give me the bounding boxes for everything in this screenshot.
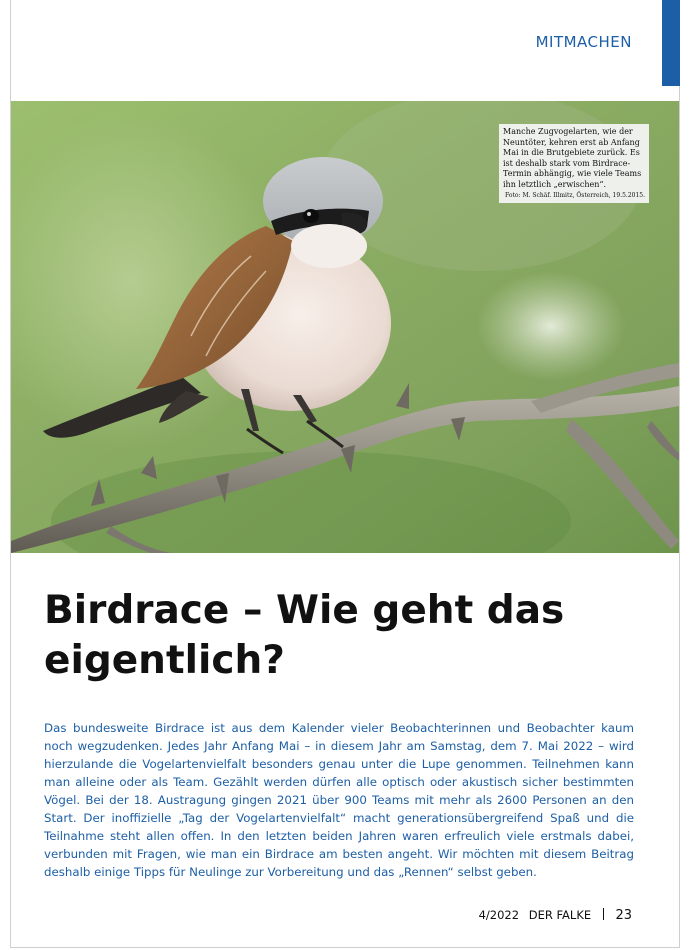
photo-credit: Foto: M. Schäf. Illmitz, Österreich, 19.5.2015. — [505, 192, 645, 199]
photo-caption-text: Manche Zugvogelarten, wie der Neuntöter, kehren erst ab Anfang Mai in die Brutgebiete zurück. Es ist deshalb stark vom Birdrace-Termin abhängig, wie viele Teams ihn letztlich „erwischen“. — [503, 127, 642, 189]
footer-separator — [603, 908, 604, 920]
issue-number: 4/2022 — [478, 908, 520, 922]
section-label: MITMACHEN — [535, 33, 632, 51]
section-color-tab — [662, 0, 680, 86]
photo-caption — [499, 124, 649, 203]
magazine-name: DER FALKE — [528, 908, 592, 922]
article-title: Birdrace – Wie geht das eigentlich? — [44, 588, 565, 683]
page-footer — [479, 908, 632, 923]
page-number: 23 — [615, 908, 632, 923]
article-lead: Das bundesweite Birdrace ist aus dem Kalender vieler Beobachterinnen und Beobachter kaum noch wegzudenken. Jedes Jahr Anfang Mai – in diesem Jahr am Samstag, dem 7. Mai 2022 – wird hierzulande die Vogelartenvielfalt besonders genau unter die Lupe genommen. Teilnehmen kann man alleine oder als Team. Gezählt werden dürfen alle optisch oder akustisch sicher bestimmten Vögel. Bei der 18. Austragung gingen 2021 über 900 Teams mit mehr als 2600 Personen an den Start. Der inoffizielle „Tag der Vogelartenvielfalt“ macht generationsübergreifend Spaß und die Teilnahme steht allen offen. In den letzten beiden Jahren waren erfreulich viele erstmals dabei, verbunden mit Fragen, wie man ein Birdrace am besten angeht. Wir möchten mit diesem Beitrag deshalb einige Tipps für Neulinge zur Vorbereitung und das „Rennen“ selbst geben. — [44, 721, 634, 879]
